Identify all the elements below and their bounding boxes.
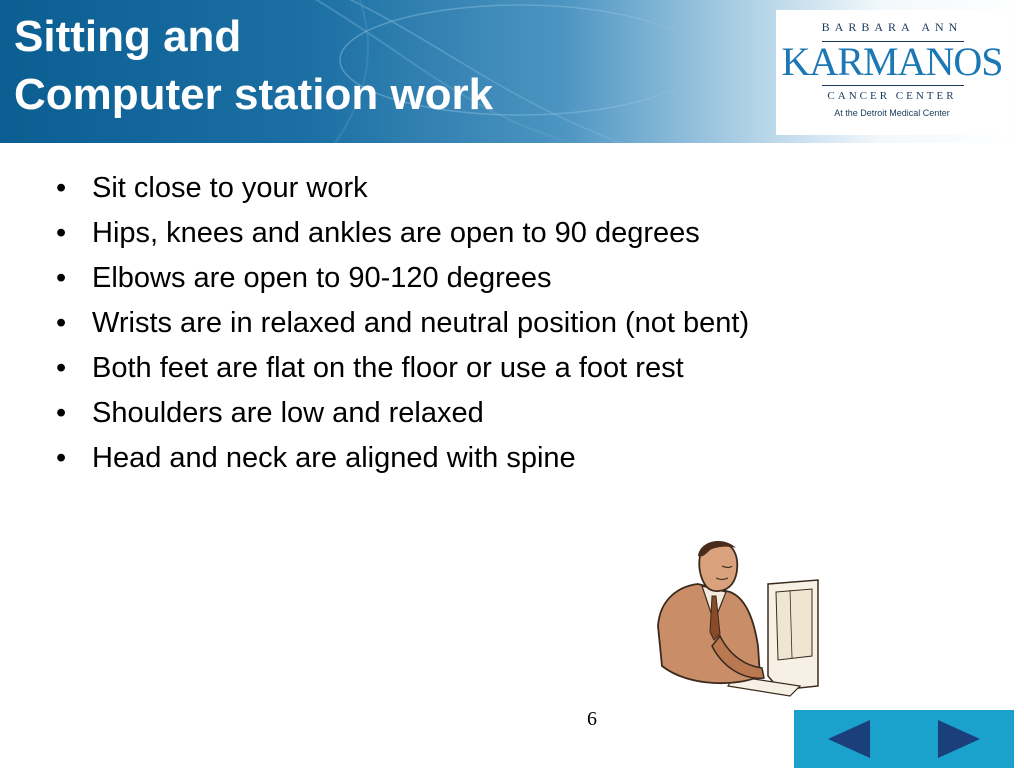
computer-user-icon (650, 536, 820, 704)
bullet-item (56, 346, 749, 391)
bullet-text: Wrists are in relaxed and neutral position (not bent) (92, 307, 750, 339)
bullet-text: Both feet are flat on the floor or use a foot rest (92, 352, 684, 384)
logo-rule (822, 85, 964, 86)
bullet-marker: • (56, 262, 67, 294)
bullet-text: Shoulders are low and relaxed (92, 397, 484, 429)
slide-title: Sitting and Computer station work (14, 12, 494, 119)
bullet-item (56, 211, 749, 256)
logo-line-cancer-center: CANCER CENTER (827, 90, 957, 102)
previous-slide-button[interactable] (819, 715, 879, 763)
page-number: 6 (587, 708, 597, 730)
arrow-left-icon (826, 718, 872, 760)
bullet-text: Elbows are open to 90-120 degrees (92, 262, 552, 294)
slide-nav-bar (794, 710, 1014, 768)
bullet-item (56, 391, 749, 436)
bullet-marker: • (56, 217, 67, 249)
logo-line-barbara-ann: BARBARA ANN (821, 20, 963, 34)
bullet-text: Hips, knees and ankles are open to 90 degrees (92, 217, 700, 249)
bullet-marker: • (56, 172, 67, 204)
bullet-text: Head and neck are aligned with spine (92, 442, 576, 474)
arrow-right-icon (936, 718, 982, 760)
bullet-marker: • (56, 442, 67, 474)
bullet-item (56, 301, 749, 346)
bullet-marker: • (56, 307, 67, 339)
bullet-text: Sit close to your work (92, 172, 368, 204)
bullet-marker: • (56, 352, 67, 384)
slide-header (0, 0, 1024, 143)
bullet-item (56, 436, 749, 481)
bullet-list (56, 166, 749, 481)
logo-line-karmanos: KARMANOS (781, 39, 1003, 84)
bullet-marker: • (56, 397, 67, 429)
bullet-item (56, 256, 749, 301)
karmanos-logo (776, 10, 1008, 135)
bullet-item (56, 166, 749, 211)
logo-line-detroit: At the Detroit Medical Center (834, 108, 950, 118)
next-slide-button[interactable] (929, 715, 989, 763)
